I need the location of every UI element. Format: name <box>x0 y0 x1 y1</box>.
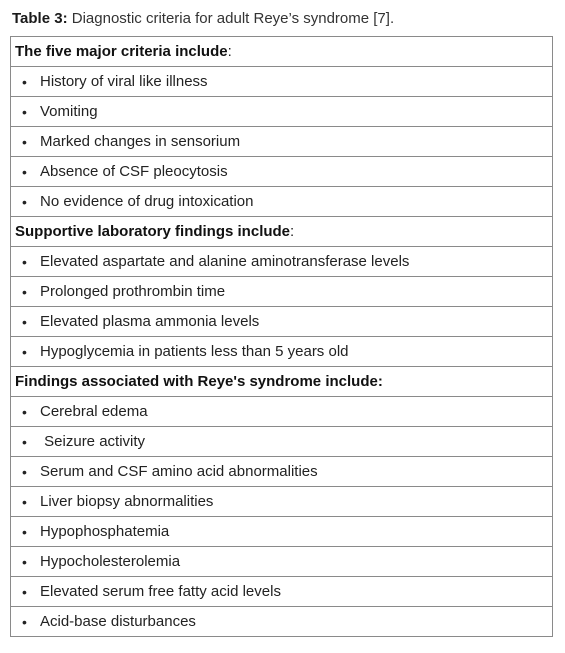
list-item-text: History of viral like illness <box>40 73 208 90</box>
section-heading-text: Findings associated with Reye's syndrome include: <box>15 373 383 390</box>
list-item <box>11 577 552 607</box>
section-heading-text: The five major criteria include <box>15 43 228 60</box>
bullet-icon: • <box>22 103 27 120</box>
list-item <box>11 547 552 577</box>
bullet-icon: • <box>22 553 27 570</box>
list-item <box>11 247 552 277</box>
list-item-text: Elevated aspartate and alanine aminotransferase levels <box>40 253 410 270</box>
list-item-text: No evidence of drug intoxication <box>40 193 254 210</box>
list-item-text: Hypophosphatemia <box>40 523 170 540</box>
list-item <box>11 427 552 457</box>
list-item <box>11 277 552 307</box>
bullet-icon: • <box>22 463 27 480</box>
bullet-icon: • <box>22 613 27 630</box>
section-heading-major <box>11 37 552 67</box>
bullet-icon: • <box>22 163 27 180</box>
list-item-text: Hypoglycemia in patients less than 5 years old <box>40 343 349 360</box>
section-heading-associated <box>11 367 552 397</box>
table-caption-label: Table 3: <box>12 10 68 27</box>
bullet-icon: • <box>22 433 27 450</box>
list-item-text: Serum and CSF amino acid abnormalities <box>40 463 318 480</box>
bullet-icon: • <box>22 73 27 90</box>
list-item <box>11 307 552 337</box>
list-item-text: Seizure activity <box>40 433 146 450</box>
list-item-text: Vomiting <box>40 103 98 120</box>
list-item <box>11 607 552 636</box>
criteria-table <box>10 36 553 637</box>
section-heading-text: Supportive laboratory findings include <box>15 223 291 240</box>
bullet-icon: • <box>22 343 27 360</box>
list-item <box>11 517 552 547</box>
section-heading-supportive <box>11 217 552 247</box>
list-item <box>11 127 552 157</box>
section-heading-suffix: : <box>227 43 232 60</box>
bullet-icon: • <box>22 523 27 540</box>
list-item-text: Elevated serum free fatty acid levels <box>40 583 281 600</box>
list-item <box>11 457 552 487</box>
bullet-icon: • <box>22 403 27 420</box>
bullet-icon: • <box>22 493 27 510</box>
bullet-icon: • <box>22 283 27 300</box>
list-item-text: Hypocholesterolemia <box>40 553 181 570</box>
section-heading-suffix: : <box>290 223 295 240</box>
list-item <box>11 67 552 97</box>
bullet-icon: • <box>22 313 27 330</box>
table-caption <box>12 9 394 29</box>
list-item-text: Liver biopsy abnormalities <box>40 493 214 510</box>
list-item-text: Elevated plasma ammonia levels <box>40 313 260 330</box>
list-item <box>11 157 552 187</box>
list-item-text: Marked changes in sensorium <box>40 133 241 150</box>
list-item <box>11 187 552 217</box>
list-item <box>11 97 552 127</box>
list-item-text: Acid-base disturbances <box>40 613 196 630</box>
list-item-text: Absence of CSF pleocytosis <box>40 163 228 180</box>
list-item <box>11 397 552 427</box>
bullet-icon: • <box>22 133 27 150</box>
table-caption-text: Diagnostic criteria for adult Reye’s syndrome [7]. <box>67 10 395 27</box>
bullet-icon: • <box>22 193 27 210</box>
bullet-icon: • <box>22 253 27 270</box>
list-item-text: Cerebral edema <box>40 403 148 420</box>
bullet-icon: • <box>22 583 27 600</box>
list-item-text: Prolonged prothrombin time <box>40 283 226 300</box>
list-item <box>11 337 552 367</box>
list-item <box>11 487 552 517</box>
